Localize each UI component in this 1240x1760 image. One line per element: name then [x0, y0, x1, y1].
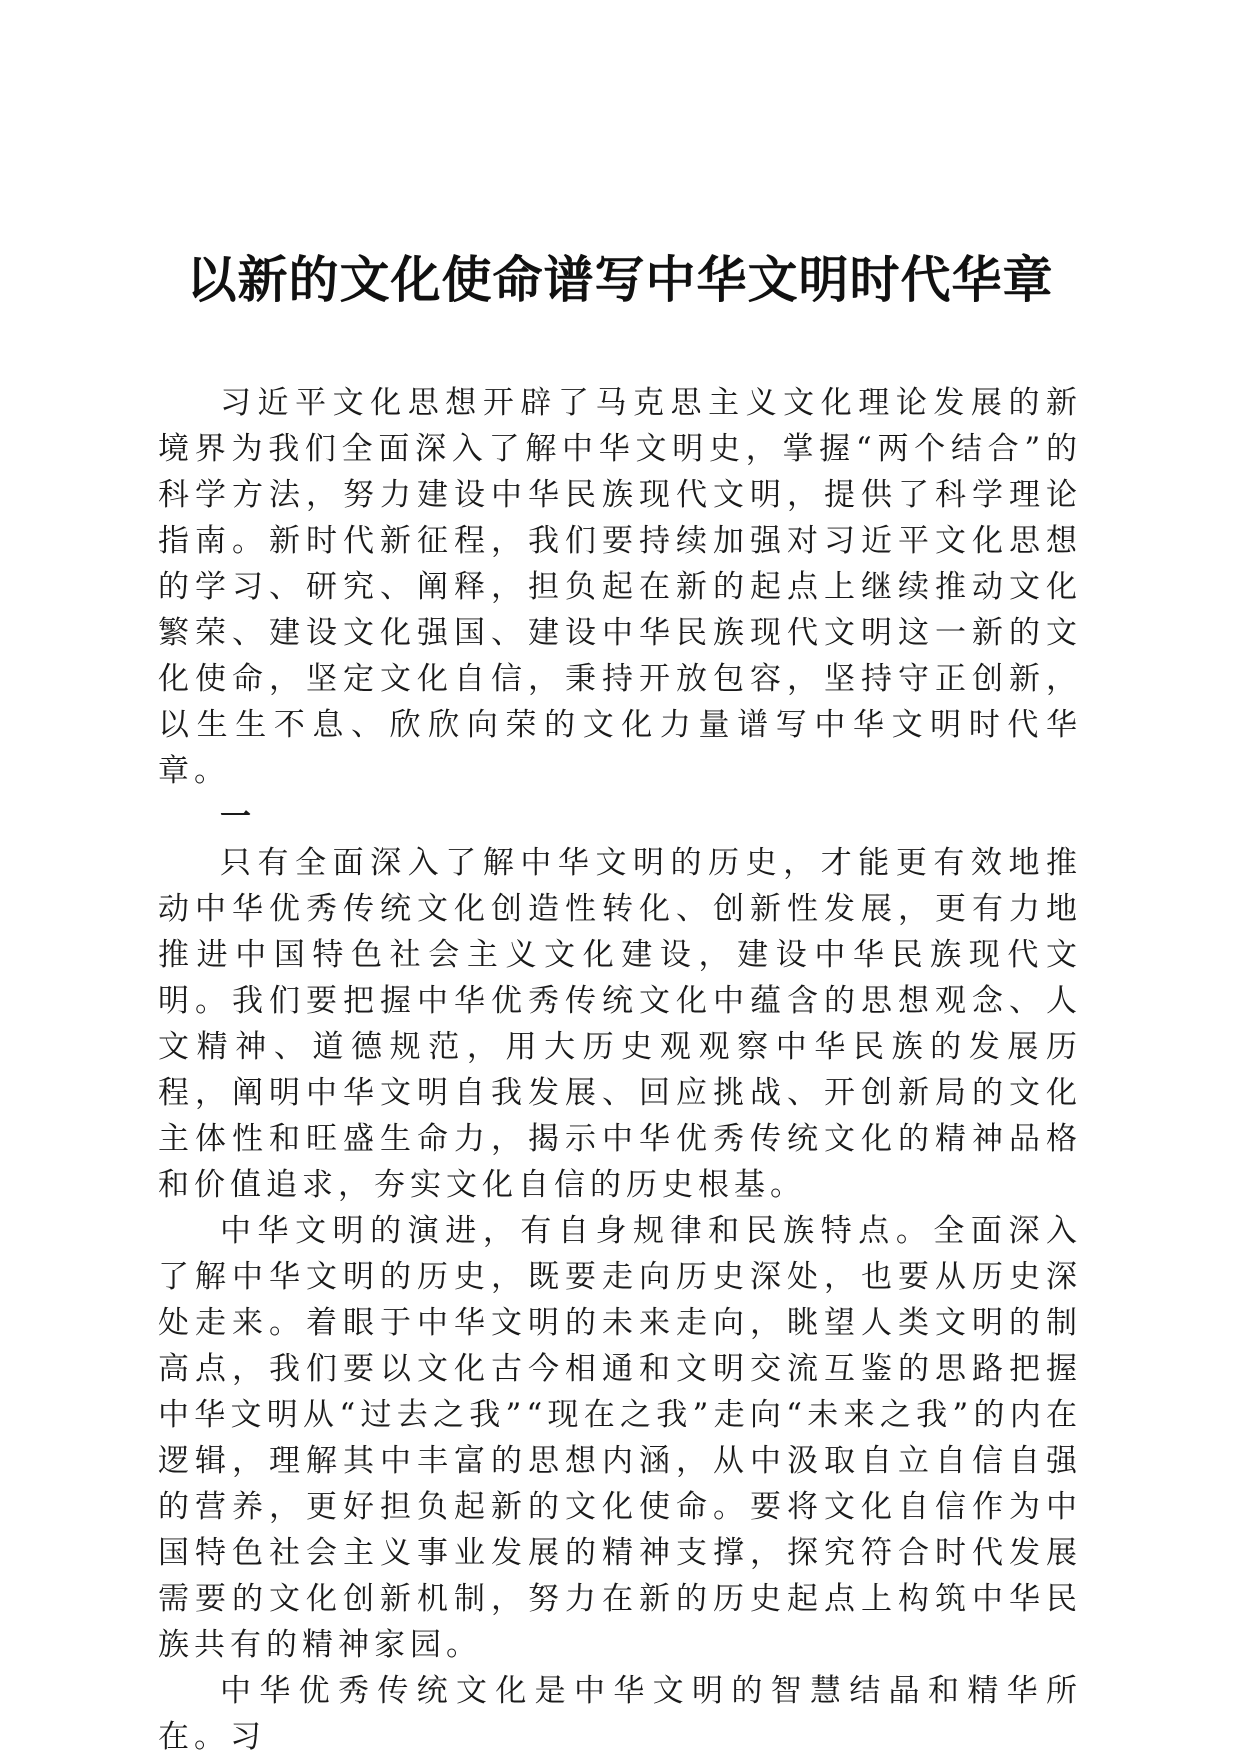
- body-paragraph-2: 中华文明的演进，有自身规律和民族特点。全面深入了解中华文明的历史，既要走向历史深处，也要从历史深处走来。着眼于中华文明的未来走向，眺望人类文明的制高点，我们要以文化古今相通和文明交流互鉴的思路把握中华文明从“过去之我”“现在之我”走向“未来之我”的内在逻辑，理解其中丰富的思想内涵，从中汲取自立自信自强的营养，更好担负起新的文化使命。要将文化自信作为中国特色社会主义事业发展的精神支撑，探究符合时代发展需要的文化创新机制，努力在新的历史起点上构筑中华民族共有的精神家园。: [158, 1213, 1082, 1663]
- article-body: [158, 380, 1082, 1760]
- page-title: 以新的文化使命谱写中华文明时代华章: [186, 250, 1054, 309]
- intro-paragraph: 习近平文化思想开辟了马克思主义文化理论发展的新境界为我们全面深入了解中华文明史，掌握“两个结合”的科学方法，努力建设中华民族现代文明，提供了科学理论指南。新时代新征程，我们要持续加强对习近平文化思想的学习、研究、阐释，担负起在新的起点上继续推动文化繁荣、建设文化强国、建设中华民族现代文明这一新的文化使命，坚定文化自信，秉持开放包容，坚持守正创新，以生生不息、欣欣向荣的文化力量谱写中华文明时代华章。: [158, 385, 1082, 789]
- body-paragraph-1: 只有全面深入了解中华文明的历史，才能更有效地推动中华优秀传统文化创造性转化、创新性发展，更有力地推进中国特色社会主义文化建设，建设中华民族现代文明。我们要把握中华优秀传统文化中蕴含的思想观念、人文精神、道德规范，用大历史观观察中华民族的发展历程，阐明中华文明自我发展、回应挑战、开创新局的文化主体性和旺盛生命力，揭示中华优秀传统文化的精神品格和价值追求，夯实文化自信的历史根基。: [158, 845, 1082, 1203]
- body-paragraph-3: 中华优秀传统文化是中华文明的智慧结晶和精华所在。习: [158, 1673, 1082, 1755]
- section-number: 一: [220, 799, 256, 835]
